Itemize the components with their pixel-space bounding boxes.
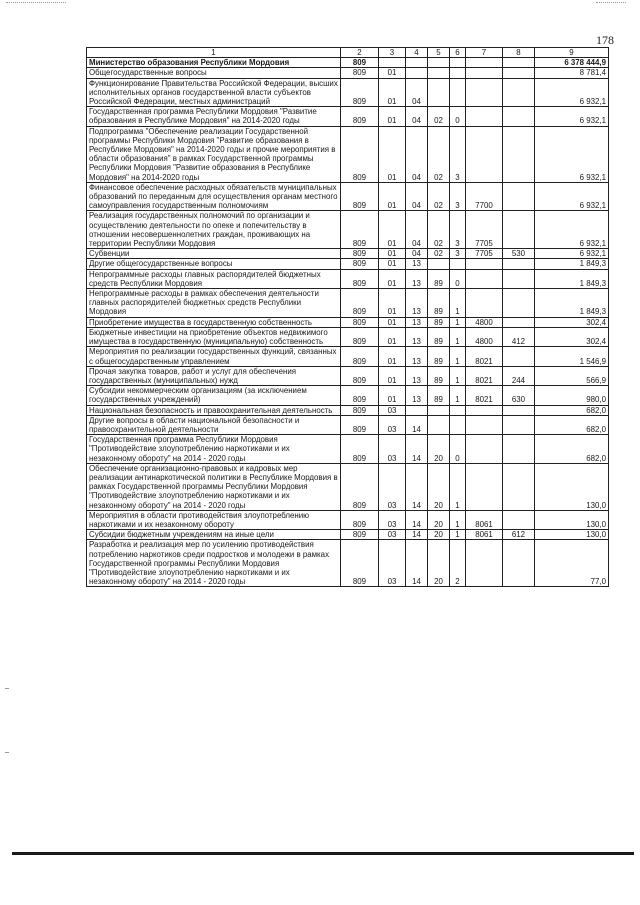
code-cell <box>450 415 466 434</box>
code-cell <box>503 211 535 249</box>
code-cell: 13 <box>406 289 428 318</box>
code-cell <box>503 435 535 464</box>
row-name-cell: Общегосударственные вопросы <box>87 68 341 78</box>
row-name-cell: Другие общегосударственные вопросы <box>87 259 341 269</box>
table-row <box>87 126 609 182</box>
code-cell <box>503 415 535 434</box>
code-cell: 01 <box>379 366 406 385</box>
amount-cell: 6 378 444,9 <box>535 58 609 68</box>
code-cell: 1 <box>450 327 466 346</box>
amount-cell: 6 932,1 <box>535 107 609 126</box>
code-cell: 03 <box>379 405 406 415</box>
code-cell: 02 <box>428 107 450 126</box>
code-cell <box>428 405 450 415</box>
code-cell <box>428 78 450 107</box>
code-cell <box>503 289 535 318</box>
code-cell: 4800 <box>466 317 503 327</box>
code-cell <box>503 463 535 510</box>
amount-cell: 566,9 <box>535 366 609 385</box>
code-cell: 03 <box>379 510 406 529</box>
code-cell: 809 <box>341 107 379 126</box>
column-header: 8 <box>503 48 535 58</box>
code-cell: 8061 <box>466 530 503 540</box>
amount-cell: 682,0 <box>535 415 609 434</box>
code-cell <box>503 540 535 587</box>
code-cell <box>450 58 466 68</box>
code-cell: 809 <box>341 327 379 346</box>
table-row <box>87 386 609 405</box>
row-name-cell: Мероприятия по реализации государственных функций, связанных с общегосударственным управлением <box>87 347 341 366</box>
code-cell: 14 <box>406 435 428 464</box>
code-cell: 03 <box>379 530 406 540</box>
code-cell <box>466 405 503 415</box>
code-cell: 809 <box>341 182 379 211</box>
row-name-cell: Функционирование Правительства Российской Федерации, высших исполнительных органов государственной власти субъектов Российской Федерации, местных администраций <box>87 78 341 107</box>
page-number: 178 <box>596 33 614 47</box>
code-cell: 7705 <box>466 211 503 249</box>
code-cell <box>466 435 503 464</box>
table-row <box>87 68 609 78</box>
row-name-cell: Финансовое обеспечение расходных обязательств муниципальных образований по переданным для осуществления органам местного самоуправления государственным полномочиям <box>87 182 341 211</box>
code-cell: 1 <box>450 347 466 366</box>
code-cell: 13 <box>406 327 428 346</box>
code-cell: 01 <box>379 327 406 346</box>
code-cell: 13 <box>406 347 428 366</box>
amount-cell: 130,0 <box>535 463 609 510</box>
column-header: 6 <box>450 48 466 58</box>
code-cell: 03 <box>379 463 406 510</box>
code-cell: 530 <box>503 249 535 259</box>
code-cell: 03 <box>379 415 406 434</box>
table-row <box>87 259 609 269</box>
code-cell: 89 <box>428 386 450 405</box>
row-name-cell: Бюджетные инвестиции на приобретение объектов недвижимого имущества в государственную (муниципальную) собственность <box>87 327 341 346</box>
code-cell: 89 <box>428 289 450 318</box>
code-cell: 02 <box>428 182 450 211</box>
column-header: 4 <box>406 48 428 58</box>
code-cell <box>379 58 406 68</box>
code-cell: 3 <box>450 182 466 211</box>
code-cell: 8021 <box>466 347 503 366</box>
scan-artifact <box>6 2 66 4</box>
code-cell <box>503 405 535 415</box>
table-row <box>87 540 609 587</box>
column-header: 3 <box>379 48 406 58</box>
amount-cell: 6 932,1 <box>535 126 609 182</box>
column-header: 9 <box>535 48 609 58</box>
code-cell <box>428 415 450 434</box>
code-cell: 04 <box>406 211 428 249</box>
amount-cell: 1 849,3 <box>535 289 609 318</box>
code-cell: 01 <box>379 182 406 211</box>
row-name-cell: Государственная программа Республики Мордовия "Развитие образования в Республике Мордовия" на 2014-2020 годы <box>87 107 341 126</box>
code-cell: 02 <box>428 211 450 249</box>
code-cell: 14 <box>406 415 428 434</box>
code-cell: 809 <box>341 58 379 68</box>
code-cell: 01 <box>379 107 406 126</box>
code-cell: 809 <box>341 249 379 259</box>
code-cell: 0 <box>450 269 466 288</box>
code-cell: 14 <box>406 530 428 540</box>
table-body <box>87 58 609 587</box>
table-row <box>87 211 609 249</box>
table-row <box>87 530 609 540</box>
code-cell <box>503 182 535 211</box>
code-cell: 809 <box>341 386 379 405</box>
code-cell: 809 <box>341 530 379 540</box>
code-cell: 01 <box>379 317 406 327</box>
code-cell: 14 <box>406 540 428 587</box>
code-cell: 412 <box>503 327 535 346</box>
code-cell: 3 <box>450 211 466 249</box>
amount-cell: 1 849,3 <box>535 259 609 269</box>
code-cell <box>503 126 535 182</box>
code-cell: 20 <box>428 463 450 510</box>
code-cell: 809 <box>341 126 379 182</box>
code-cell <box>466 126 503 182</box>
code-cell: 1 <box>450 317 466 327</box>
code-cell: 809 <box>341 463 379 510</box>
amount-cell: 302,4 <box>535 327 609 346</box>
amount-cell: 8 781,4 <box>535 68 609 78</box>
code-cell: 809 <box>341 405 379 415</box>
code-cell <box>503 510 535 529</box>
code-cell: 01 <box>379 386 406 405</box>
code-cell: 13 <box>406 317 428 327</box>
code-cell <box>466 289 503 318</box>
code-cell: 89 <box>428 269 450 288</box>
code-cell: 13 <box>406 366 428 385</box>
code-cell <box>406 68 428 78</box>
code-cell: 1 <box>450 289 466 318</box>
amount-cell: 980,0 <box>535 386 609 405</box>
code-cell: 809 <box>341 211 379 249</box>
table-row <box>87 435 609 464</box>
code-cell: 13 <box>406 386 428 405</box>
code-cell <box>450 259 466 269</box>
code-cell: 04 <box>406 78 428 107</box>
code-cell: 20 <box>428 540 450 587</box>
table-row <box>87 78 609 107</box>
amount-cell: 6 932,1 <box>535 211 609 249</box>
code-cell <box>466 78 503 107</box>
code-cell <box>503 107 535 126</box>
code-cell <box>503 68 535 78</box>
scan-artifact <box>5 688 9 689</box>
code-cell <box>503 78 535 107</box>
row-name-cell: Непрограммные расходы в рамках обеспечения деятельности главных распорядителей бюджетных средств Республики Мордовия <box>87 289 341 318</box>
row-name-cell: Приобретение имущества в государственную собственность <box>87 317 341 327</box>
table-row <box>87 405 609 415</box>
code-cell: 3 <box>450 249 466 259</box>
code-cell: 612 <box>503 530 535 540</box>
code-cell: 01 <box>379 259 406 269</box>
row-name-cell: Прочая закупка товаров, работ и услуг для обеспечения государственных (муниципальных) нужд <box>87 366 341 385</box>
code-cell: 01 <box>379 78 406 107</box>
row-name-cell: Мероприятия в области противодействия злоупотреблению наркотиками и их незаконному обороту <box>87 510 341 529</box>
row-name-cell: Субсидии некоммерческим организациям (за исключением государственных учреждений) <box>87 386 341 405</box>
table-row <box>87 289 609 318</box>
code-cell: 1 <box>450 366 466 385</box>
code-cell: 01 <box>379 126 406 182</box>
code-cell: 89 <box>428 347 450 366</box>
column-header: 5 <box>428 48 450 58</box>
code-cell: 01 <box>379 347 406 366</box>
column-number-row <box>87 48 609 58</box>
amount-cell: 1 849,3 <box>535 269 609 288</box>
amount-cell: 130,0 <box>535 510 609 529</box>
code-cell <box>406 405 428 415</box>
code-cell: 01 <box>379 211 406 249</box>
table-row <box>87 366 609 385</box>
code-cell: 02 <box>428 249 450 259</box>
code-cell: 13 <box>406 259 428 269</box>
code-cell <box>466 58 503 68</box>
code-cell <box>466 463 503 510</box>
row-name-cell: Национальная безопасность и правоохранительная деятельность <box>87 405 341 415</box>
code-cell: 809 <box>341 269 379 288</box>
row-name-cell: Обеспечение организационно-правовых и кадровых мер реализации антинаркотической политики в Республике Мордовия в рамках Государственной программы Республики Мордовия "Противодействие злоупотреблению наркотиками и их незаконному обороту" на 2014 - 2020 годы <box>87 463 341 510</box>
code-cell: 8021 <box>466 386 503 405</box>
code-cell <box>503 269 535 288</box>
amount-cell: 1 546,9 <box>535 347 609 366</box>
code-cell <box>450 68 466 78</box>
code-cell: 809 <box>341 78 379 107</box>
code-cell: 20 <box>428 435 450 464</box>
code-cell: 4800 <box>466 327 503 346</box>
code-cell: 7705 <box>466 249 503 259</box>
code-cell: 7700 <box>466 182 503 211</box>
code-cell: 809 <box>341 435 379 464</box>
row-name-cell: Реализация государственных полномочий по организации и осуществлению деятельности по опеке и попечительству в отношении несовершеннолетних граждан, проживающих на территории Республики Мордовия <box>87 211 341 249</box>
code-cell <box>428 58 450 68</box>
code-cell: 01 <box>379 249 406 259</box>
row-name-cell: Непрограммные расходы главных распорядителей бюджетных средств Республики Мордовия <box>87 269 341 288</box>
row-name-cell: Подпрограмма "Обеспечение реализации Государственной программы Республики Мордовия "Развитие образования в Республике Мордовия" на 2014-2020 годы и прочие мероприятия в области образования" в рамках Государственной программы Республики Мордовия "Развитие образования в Республике Мордовия" на 2014-2020 годы <box>87 126 341 182</box>
amount-cell: 77,0 <box>535 540 609 587</box>
code-cell: 03 <box>379 540 406 587</box>
code-cell <box>503 317 535 327</box>
code-cell: 809 <box>341 259 379 269</box>
code-cell <box>466 269 503 288</box>
code-cell: 89 <box>428 366 450 385</box>
amount-cell: 6 932,1 <box>535 182 609 211</box>
code-cell: 244 <box>503 366 535 385</box>
code-cell: 809 <box>341 415 379 434</box>
code-cell: 1 <box>450 386 466 405</box>
code-cell: 809 <box>341 366 379 385</box>
code-cell <box>466 540 503 587</box>
row-name-cell: Разработка и реализация мер по усилению противодействия потреблению наркотиков среди подростков и молодежи в рамках Государственной программы Республики Мордовия "Противодействие злоупотреблению наркотиками и их незаконному обороту" на 2014 - 2020 годы <box>87 540 341 587</box>
table-row <box>87 269 609 288</box>
code-cell: 20 <box>428 530 450 540</box>
code-cell: 14 <box>406 510 428 529</box>
code-cell: 89 <box>428 317 450 327</box>
table-row <box>87 249 609 259</box>
code-cell <box>450 78 466 107</box>
table-row <box>87 182 609 211</box>
table-row <box>87 317 609 327</box>
code-cell: 04 <box>406 182 428 211</box>
code-cell: 809 <box>341 68 379 78</box>
code-cell <box>503 347 535 366</box>
amount-cell: 682,0 <box>535 435 609 464</box>
code-cell <box>466 107 503 126</box>
table-row <box>87 327 609 346</box>
code-cell: 630 <box>503 386 535 405</box>
column-header: 1 <box>87 48 341 58</box>
code-cell: 0 <box>450 435 466 464</box>
row-name-cell: Субвенции <box>87 249 341 259</box>
code-cell: 809 <box>341 317 379 327</box>
column-header: 7 <box>466 48 503 58</box>
code-cell <box>450 405 466 415</box>
code-cell: 89 <box>428 327 450 346</box>
table-row <box>87 463 609 510</box>
code-cell <box>466 259 503 269</box>
scan-artifact <box>5 752 9 753</box>
scan-artifact <box>596 2 626 4</box>
code-cell: 8021 <box>466 366 503 385</box>
budget-table <box>86 47 609 587</box>
code-cell: 1 <box>450 510 466 529</box>
table-row <box>87 58 609 68</box>
code-cell: 03 <box>379 435 406 464</box>
amount-cell: 6 932,1 <box>535 249 609 259</box>
code-cell: 04 <box>406 249 428 259</box>
table-row <box>87 107 609 126</box>
code-cell: 0 <box>450 107 466 126</box>
code-cell: 01 <box>379 289 406 318</box>
code-cell <box>466 415 503 434</box>
column-header: 2 <box>341 48 379 58</box>
amount-cell: 302,4 <box>535 317 609 327</box>
code-cell <box>428 259 450 269</box>
table-row <box>87 510 609 529</box>
code-cell <box>466 68 503 78</box>
page-bottom-rule <box>12 852 634 855</box>
code-cell: 13 <box>406 269 428 288</box>
table-row <box>87 347 609 366</box>
code-cell: 809 <box>341 540 379 587</box>
code-cell: 809 <box>341 289 379 318</box>
code-cell: 14 <box>406 463 428 510</box>
code-cell: 3 <box>450 126 466 182</box>
code-cell <box>406 58 428 68</box>
code-cell: 01 <box>379 68 406 78</box>
row-name-cell: Субсидии бюджетным учреждениям на иные цели <box>87 530 341 540</box>
code-cell: 8061 <box>466 510 503 529</box>
code-cell: 1 <box>450 463 466 510</box>
code-cell: 01 <box>379 269 406 288</box>
code-cell: 04 <box>406 107 428 126</box>
amount-cell: 6 932,1 <box>535 78 609 107</box>
row-name-cell: Другие вопросы в области национальной безопасности и правоохранительной деятельности <box>87 415 341 434</box>
amount-cell: 130,0 <box>535 530 609 540</box>
code-cell <box>503 259 535 269</box>
code-cell: 1 <box>450 530 466 540</box>
row-name-cell: Министерство образования Республики Мордовия <box>87 58 341 68</box>
code-cell: 20 <box>428 510 450 529</box>
row-name-cell: Государственная программа Республики Мордовия "Противодействие злоупотреблению наркотиками и их незаконному обороту" на 2014 - 2020 годы <box>87 435 341 464</box>
code-cell: 809 <box>341 510 379 529</box>
code-cell <box>428 68 450 78</box>
code-cell: 04 <box>406 126 428 182</box>
code-cell: 809 <box>341 347 379 366</box>
code-cell: 2 <box>450 540 466 587</box>
code-cell: 02 <box>428 126 450 182</box>
code-cell <box>503 58 535 68</box>
amount-cell: 682,0 <box>535 405 609 415</box>
table-row <box>87 415 609 434</box>
